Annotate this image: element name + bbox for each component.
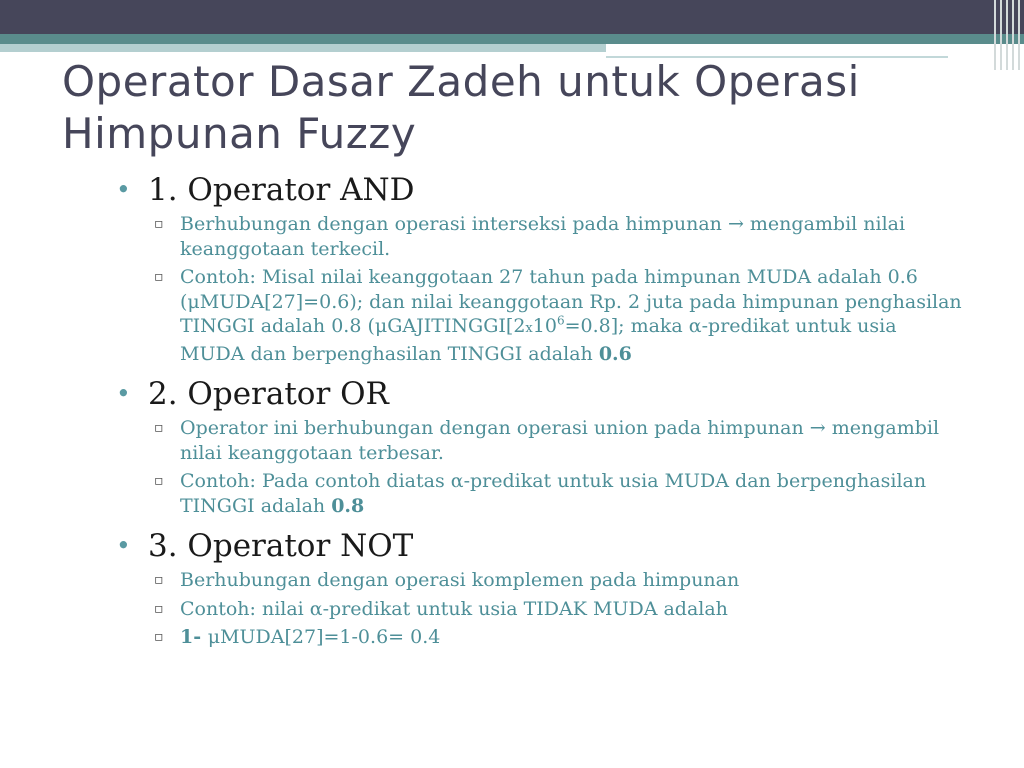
item-text: mengambil nilai	[743, 213, 906, 235]
result-value: 0.6	[598, 342, 632, 365]
item-text: 10	[532, 315, 557, 337]
list-item	[114, 212, 1014, 261]
item-text: Operator ini berhubungan dengan operasi union pada himpunan	[180, 417, 810, 439]
list-item	[114, 625, 1014, 650]
item-text: nilai keanggotaan terbesar.	[180, 441, 444, 464]
sub-bullet-icon: ▫	[154, 473, 164, 489]
sub-bullet-icon: ▫	[154, 629, 164, 645]
section-heading-text: 1. Operator AND	[148, 172, 415, 208]
accent-band-light	[0, 44, 606, 52]
item-text: μMUDA[27]=1-0.6= 0.4	[207, 626, 441, 648]
section-heading-text: 3. Operator NOT	[148, 528, 414, 564]
slide-title-line-1: Operator Dasar Zadeh untuk Operasi	[62, 57, 860, 106]
accent-band	[0, 34, 1024, 44]
section-heading-not	[114, 524, 1014, 568]
list-item	[114, 416, 1014, 465]
sub-bullet-icon: ▫	[154, 600, 164, 617]
arrow-right-icon: →	[727, 213, 744, 235]
item-text: Berhubungan dengan operasi interseksi pada himpunan	[180, 213, 728, 235]
item-text: x	[525, 321, 533, 336]
sub-bullet-icon: ▫	[154, 572, 164, 588]
sub-bullet-icon: ▫	[154, 216, 164, 232]
top-bar	[0, 0, 1024, 34]
section-and-list	[114, 212, 1014, 366]
item-text: TINGGI adalah 0.8 (μGAJITINGGI[2	[180, 315, 526, 337]
sub-bullet-icon: ▫	[154, 420, 164, 436]
item-text: Contoh: Pada contoh diatas α-predikat untuk usia MUDA dan berpenghasilan	[180, 470, 927, 492]
bullet-icon: •	[116, 175, 131, 204]
item-text: mengambil	[825, 417, 940, 439]
list-item	[114, 597, 1014, 622]
item-text: keanggotaan terkecil.	[180, 237, 391, 260]
section-heading-text: 2. Operator OR	[148, 376, 389, 412]
slide-title-line-2: Himpunan Fuzzy	[62, 109, 417, 158]
item-text: (μMUDA[27]=0.6); dan nilai keanggotaan Rp. 2 juta pada himpunan penghasilan	[180, 290, 962, 313]
superscript: 6	[556, 313, 565, 328]
bullet-icon: •	[116, 531, 131, 560]
result-value: 1-	[180, 626, 208, 648]
result-value: 0.8	[331, 494, 365, 517]
list-item	[114, 568, 1014, 593]
item-text: MUDA dan berpenghasilan TINGGI adalah	[180, 342, 599, 365]
section-or-list	[114, 416, 1014, 518]
item-text: =0.8]; maka α-predikat untuk usia	[564, 315, 897, 337]
section-heading-or	[114, 372, 1014, 416]
list-item	[114, 265, 1014, 366]
slide-content	[114, 168, 1014, 656]
arrow-right-icon: →	[809, 417, 826, 439]
item-text: Contoh: Misal nilai keanggotaan 27 tahun pada himpunan MUDA adalah 0.6	[180, 266, 918, 288]
list-item	[114, 469, 1014, 518]
item-text: Berhubungan dengan operasi komplemen pada himpunan	[180, 569, 740, 591]
section-heading-and	[114, 168, 1014, 212]
item-text: Contoh: nilai α-predikat untuk usia TIDAK MUDA adalah	[180, 597, 728, 620]
sub-bullet-icon: ▫	[154, 269, 164, 285]
slide-title	[62, 56, 942, 160]
item-text: TINGGI adalah	[180, 494, 332, 517]
bullet-icon: •	[116, 379, 131, 408]
decorative-stripes	[990, 0, 1024, 70]
section-not-list	[114, 568, 1014, 650]
